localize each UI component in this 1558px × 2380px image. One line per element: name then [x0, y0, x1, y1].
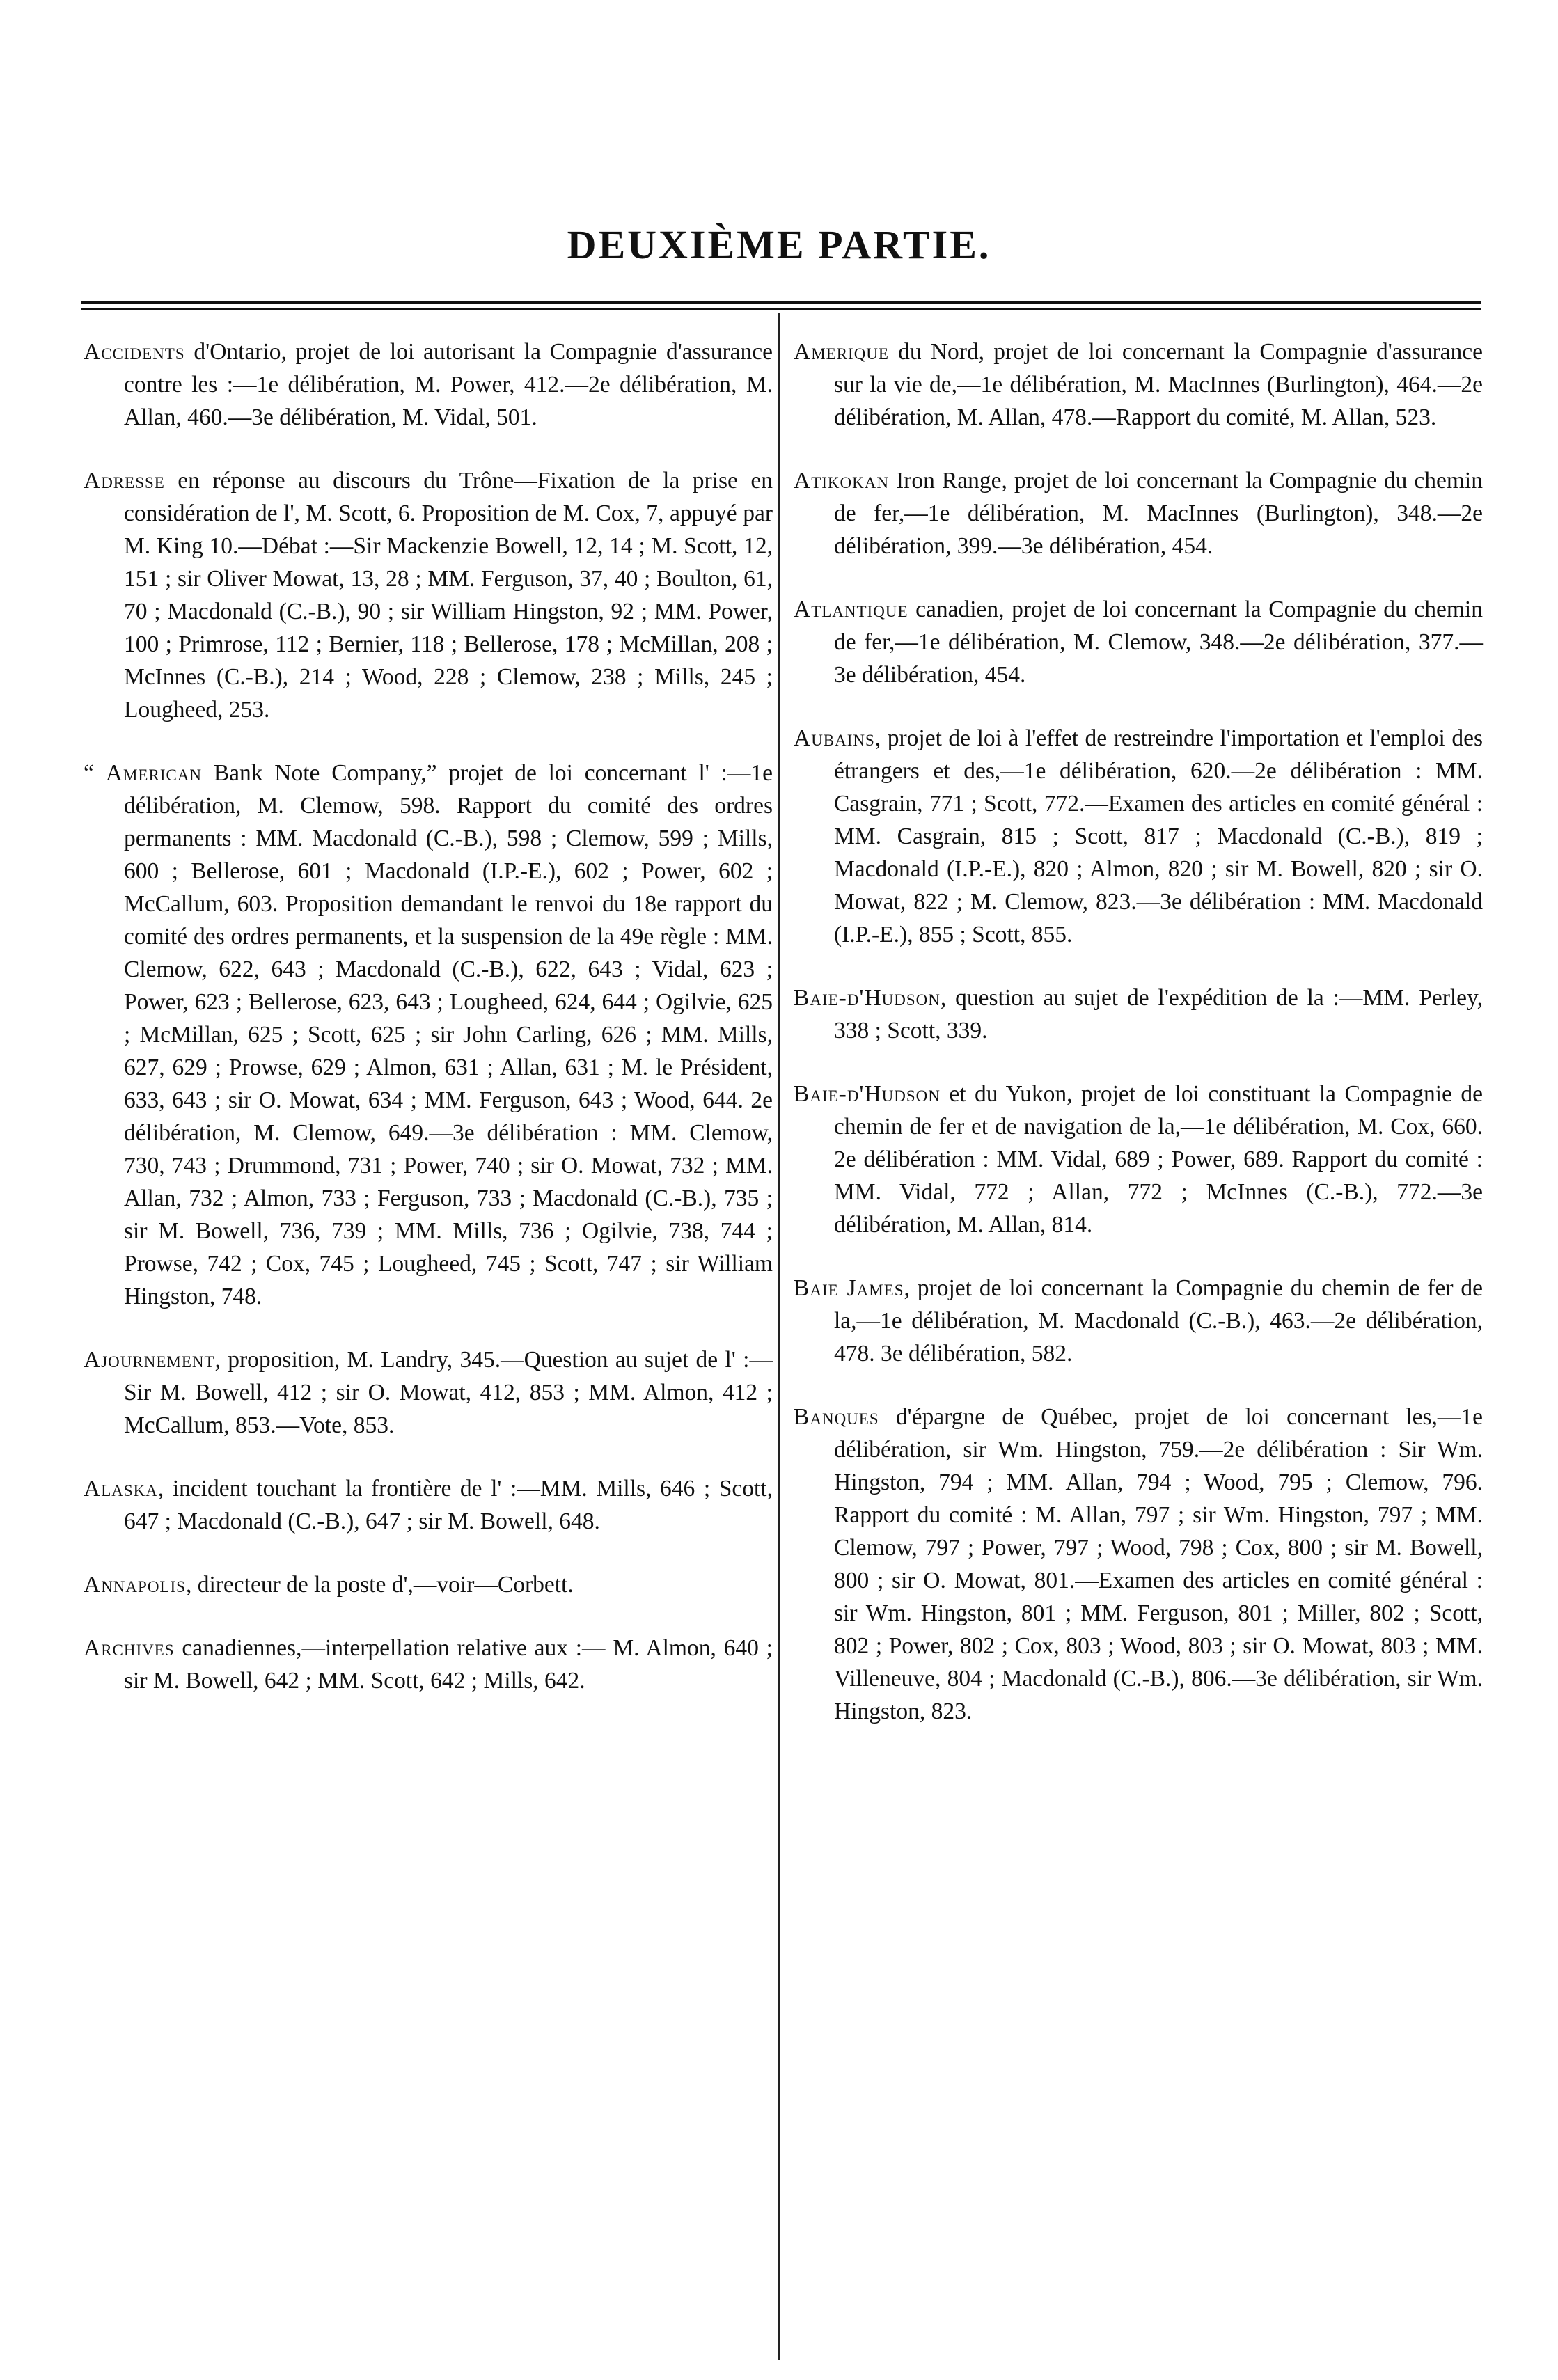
index-entry-banques — [794, 1401, 1483, 1728]
entry-heading: Ajournement — [84, 1347, 215, 1373]
index-entry-baie-dhudson-yukon — [794, 1078, 1483, 1241]
entry-text: et du Yukon, projet de loi constituant la Compagnie de chemin de fer et de navigation de la,—1e délibération, M. Cox, 660. 2e délibération : MM. Vidal, 689 ; Power, 689. Rapport du comité : MM. Vidal, 772 ; Allan, 772 ; McInnes (C.-B.), 772.—3e délibération, M. Allan, 814. — [834, 1081, 1483, 1238]
column-divider — [778, 313, 780, 2360]
left-column — [84, 336, 773, 1728]
entry-heading: Atikokan — [794, 468, 889, 494]
entry-text: , directeur de la poste d',—voir—Corbett. — [185, 1572, 574, 1598]
index-entry-ajournement — [84, 1343, 773, 1442]
index-entry-aubains — [794, 722, 1483, 951]
entry-text: en réponse au discours du Trône—Fixation de la prise en considération de l', M. Scott, 6. Proposition de M. Cox, 7, appuyé par M. King 10.—Débat :—Sir Mackenzie Bowell, 12, 14 ; M. Scott, 12, 151 ; sir Oliver Mowat, 13, 28 ; MM. Ferguson, 37, 40 ; Boulton, 61, 70 ; Macdonald (C.-B.), 90 ; sir William Hingston, 92 ; MM. Power, 100 ; Primrose, 112 ; Bernier, 118 ; Bellerose, 178 ; McMillan, 208 ; McInnes (C.-B.), 214 ; Wood, 228 ; Clemow, 238 ; Mills, 245 ; Lougheed, 253. — [124, 468, 773, 723]
entry-heading: Archives — [84, 1635, 175, 1661]
entry-text: , projet de loi concernant la Compagnie du chemin de fer de la,—1e délibération, M. Macdonald (C.-B.), 463.—2e délibération, 478. 3e délibération, 582. — [834, 1275, 1483, 1366]
index-entry-atikokan — [794, 464, 1483, 562]
title-rule-thin — [81, 308, 1481, 310]
index-entry-amerique — [794, 336, 1483, 434]
entry-heading: Accidents — [84, 339, 185, 365]
entry-heading: Banques — [794, 1404, 879, 1430]
entry-heading: Amerique — [794, 339, 889, 365]
right-column — [794, 336, 1483, 1758]
entry-text: , projet de loi à l'effet de restreindre l'importation et l'emploi des étrangers et des,—1e délibération, 620.—2e délibération : MM. Casgrain, 771 ; Scott, 772.—Examen des articles en comité général : MM. Casgrain, 815 ; Scott, 817 ; Macdonald (C.-B.), 819 ; Macdonald (I.P.-E.), 820 ; Almon, 820 ; sir M. Bowell, 820 ; sir O. Mowat, 822 ; M. Clemow, 823.—3e délibération : MM. Macdonald (I.P.-E.), 855 ; Scott, 855. — [834, 725, 1483, 947]
entry-text: Iron Range, projet de loi concernant la Compagnie du chemin de fer,—1e délibération, M. MacInnes (Burlington), 348.—2e délibération, 399.—3e délibération, 454. — [834, 468, 1483, 559]
index-entry-atlantique — [794, 593, 1483, 691]
entry-text: Bank Note Company,” projet de loi concernant l' :—1e délibération, M. Clemow, 598. Rapport du comité des ordres permanents : MM. Macdonald (C.-B.), 598 ; Clemow, 599 ; Mills, 600 ; Bellerose, 601 ; Macdonald (I.P.-E.), 602 ; Power, 602 ; McCallum, 603. Proposition demandant le renvoi du 18e rapport du comité des ordres permanents, et la suspension de la 49e règle : MM. Clemow, 622, 643 ; Macdonald (C.-B.), 622, 643 ; Vidal, 623 ; Power, 623 ; Bellerose, 623, 643 ; Lougheed, 624, 644 ; Ogilvie, 625 ; McMillan, 625 ; Scott, 625 ; sir John Carling, 626 ; MM. Mills, 627, 629 ; Prowse, 629 ; Almon, 631 ; Allan, 631 ; M. le Président, 633, 643 ; sir O. Mowat, 634 ; MM. Ferguson, 643 ; Wood, 644. 2e délibération, M. Clemow, 649.—3e délibération : MM. Clemow, 730, 743 ; Drummond, 731 ; Power, 740 ; sir O. Mowat, 732 ; MM. Allan, 732 ; Almon, 733 ; Ferguson, 733 ; Macdonald (C.-B.), 735 ; sir M. Bowell, 736, 739 ; MM. Mills, 736 ; Ogilvie, 738, 744 ; Prowse, 742 ; Cox, 745 ; Lougheed, 745 ; Scott, 747 ; sir William Hingston, 748. — [124, 760, 773, 1309]
index-entry-annapolis — [84, 1568, 773, 1601]
entry-heading: Baie James — [794, 1275, 904, 1301]
entry-text: , proposition, M. Landry, 345.—Question au sujet de l' :—Sir M. Bowell, 412 ; sir O. Mowat, 412, 853 ; MM. Almon, 412 ; McCallum, 853.—Vote, 853. — [124, 1347, 773, 1438]
entry-text: d'Ontario, projet de loi autorisant la Compagnie d'assurance contre les :—1e délibération, M. Power, 412.—2e délibération, M. Allan, 460.—3e délibération, M. Vidal, 501. — [124, 339, 773, 430]
entry-text: , question au sujet de l'expédition de la :—MM. Perley, 338 ; Scott, 339. — [834, 985, 1483, 1043]
entry-heading: Adresse — [84, 468, 165, 494]
entry-heading: Baie-d'Hudson — [794, 1081, 941, 1107]
index-entry-alaska — [84, 1472, 773, 1538]
entry-heading: Baie-d'Hudson — [794, 985, 941, 1011]
entry-text: du Nord, projet de loi concernant la Compagnie d'assurance sur la vie de,—1e délibération, M. MacInnes (Burlington), 464.—2e délibération, M. Allan, 478.—Rapport du comité, M. Allan, 523. — [834, 339, 1483, 430]
entry-heading: Alaska — [84, 1476, 158, 1502]
index-entry-adresse — [84, 464, 773, 726]
index-entry-american — [84, 757, 773, 1313]
index-entry-baie-james — [794, 1272, 1483, 1370]
page-title: DEUXIÈME PARTIE. — [567, 222, 991, 267]
index-entry-archives — [84, 1632, 773, 1697]
entry-heading: Annapolis — [84, 1572, 186, 1598]
title-rule-thick — [81, 301, 1481, 304]
entry-text: canadien, projet de loi concernant la Compagnie du chemin de fer,—1e délibération, M. Clemow, 348.—2e délibération, 377.—3e délibération, 454. — [834, 597, 1483, 688]
entry-text: d'épargne de Québec, projet de loi concernant les,—1e délibération, sir Wm. Hingston, 759.—2e délibération : Sir Wm. Hingston, 794 ; MM. Allan, 794 ; Wood, 795 ; Clemow, 796. Rapport du comité : M. Allan, 797 ; sir Wm. Hingston, 797 ; MM. Clemow, 797 ; Power, 797 ; Wood, 798 ; Cox, 800 ; sir M. Bowell, 800 ; sir O. Mowat, 801.—Examen des articles en comité général : sir Wm. Hingston, 801 ; MM. Ferguson, 801 ; Miller, 802 ; Scott, 802 ; Power, 802 ; Cox, 803 ; Wood, 803 ; sir O. Mowat, 803 ; MM. Villeneuve, 804 ; Macdonald (C.-B.), 806.—3e délibération, sir Wm. Hingston, 823. — [834, 1404, 1483, 1724]
entry-text: , incident touchant la frontière de l' :—MM. Mills, 646 ; Scott, 647 ; Macdonald (C.-B.), 647 ; sir M. Bowell, 648. — [124, 1476, 773, 1534]
index-entry-accidents — [84, 336, 773, 434]
entry-heading: “ American — [84, 760, 203, 786]
entry-text: canadiennes,—interpellation relative aux :— M. Almon, 640 ; sir M. Bowell, 642 ; MM. Scott, 642 ; Mills, 642. — [124, 1635, 773, 1694]
entry-heading: Atlantique — [794, 597, 908, 622]
entry-heading: Aubains — [794, 725, 875, 751]
index-entry-baie-dhudson — [794, 982, 1483, 1047]
